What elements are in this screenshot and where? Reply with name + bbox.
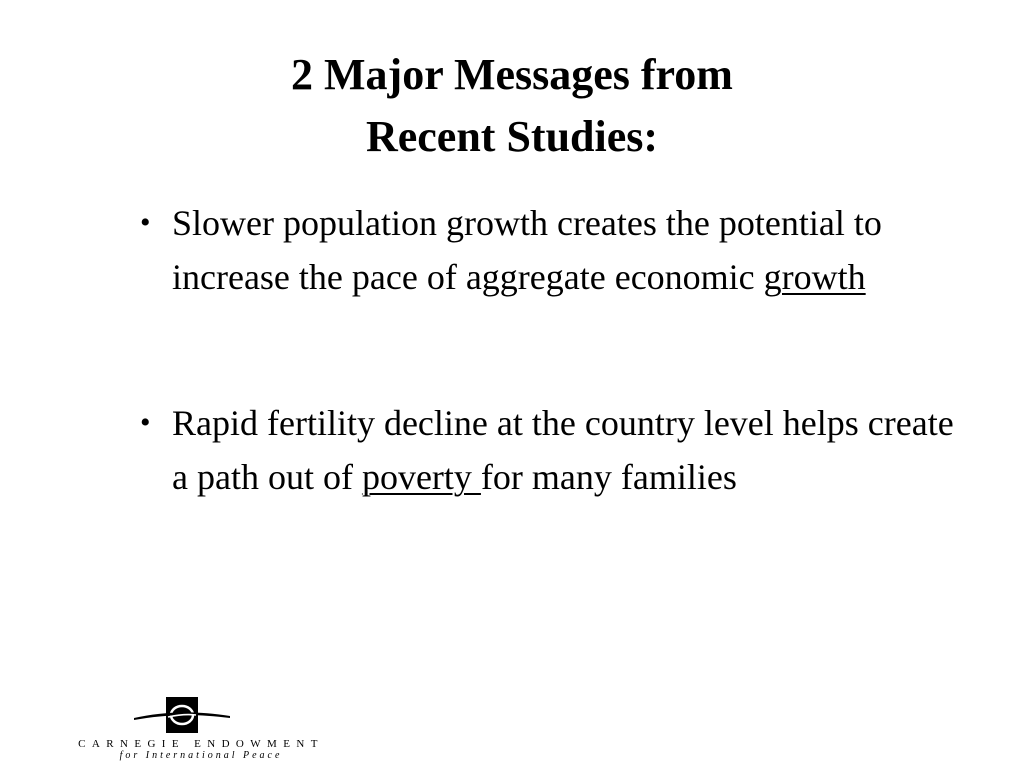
underlined-word-growth: growth xyxy=(763,257,866,297)
logo-subtitle: for International Peace xyxy=(119,750,283,761)
bullet-text-after: for many families xyxy=(480,457,737,497)
slide-title-line-1: 2 Major Messages from xyxy=(291,50,733,99)
bullet-item-poverty xyxy=(140,396,960,504)
slide-title xyxy=(0,44,1024,168)
carnegie-endowment-logo xyxy=(56,696,346,762)
underlined-word-poverty: poverty xyxy=(361,457,481,497)
logo-name: CARNEGIE ENDOWMENT xyxy=(78,738,324,750)
bullet-text: Rapid fertility decline at the country level helps create a path out of xyxy=(172,403,954,497)
bullet-list xyxy=(140,196,960,504)
bullet-item-growth xyxy=(140,196,960,304)
slide-title-line-2: Recent Studies: xyxy=(365,112,659,161)
bullet-marker: • xyxy=(140,406,151,439)
globe-logo-icon xyxy=(132,696,232,736)
bullet-marker: • xyxy=(140,206,151,239)
bullet-text: Slower population growth creates the potential to increase the pace of aggregate economic xyxy=(172,203,882,297)
